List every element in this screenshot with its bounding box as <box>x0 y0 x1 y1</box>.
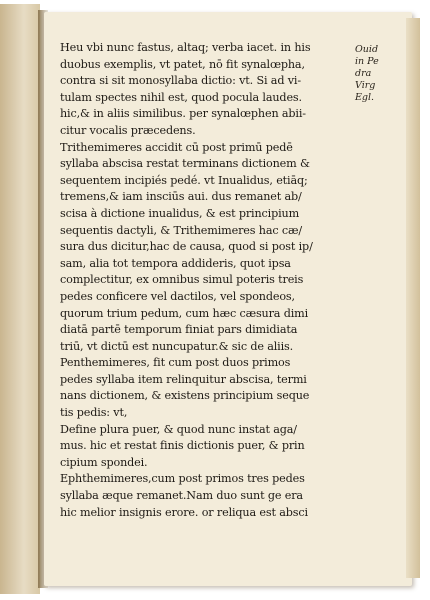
text-line: Ephthemimeres,cum post primos tres pedes <box>60 472 305 486</box>
text-line: citur vocalis præcedens. <box>60 123 196 137</box>
text-line: tremens,& iam insciūs aui. dus remanet ab/ <box>60 190 302 204</box>
text-line: hic,& in aliis similibus. per synalœphen abii- <box>60 107 306 121</box>
margin-note-line: in Pe <box>355 56 379 67</box>
margin-note-line: Egl. <box>355 92 375 103</box>
text-line: diatā partē temporum finiat pars dimidiata <box>60 323 298 337</box>
text-line: Heu vbi nunc fastus, altaq; verba iacet. in his <box>60 41 311 54</box>
margin-note <box>355 44 403 104</box>
text-line: quorum trium pedum, cum hæc cæsura dimi <box>60 306 309 320</box>
text-line: mus. hic et restat finis dictionis puer, & prin <box>60 439 305 453</box>
text-line: triū, vt dictū est nuncupatur.& sic de aliis. <box>60 339 294 353</box>
main-text-block <box>60 40 350 521</box>
text-line: tulam spectes nihil est, quod pocula laudes. <box>60 90 302 104</box>
text-line: nans dictionem, & existens principium seque <box>60 389 310 403</box>
text-line: pedes syllaba item relinquitur abscisa, termi <box>60 372 307 386</box>
text-line: cipium spondei. <box>60 455 148 469</box>
text-line: complectitur, ex omnibus simul poteris treis <box>60 273 304 287</box>
page-stack-edge <box>406 18 420 578</box>
previous-page-edge <box>0 4 40 594</box>
margin-note-line: Virg <box>355 80 376 91</box>
text-line: sam, alia tot tempora addideris, quot ipsa <box>60 256 291 270</box>
text-line: contra si sit monosyllaba dictio: vt. Si ad vi- <box>60 74 301 88</box>
margin-note-line: Ouid <box>355 44 379 55</box>
text-line: duobus exemplis, vt patet, nō fit synalœpha, <box>60 57 305 71</box>
text-line: tis pedis: vt, <box>60 406 128 420</box>
text-line: sequentem incipiés pedé. vt Inualidus, etiāq; <box>60 173 308 187</box>
text-line: sequentis dactyli, & Trithemimeres hac cæ/ <box>60 223 302 237</box>
text-line: Trithemimeres accidit cū post primū pedē <box>60 140 293 154</box>
text-line: pedes conficere vel dactilos, vel spondeos, <box>60 289 295 303</box>
text-line: Define plura puer, & quod nunc instat aga/ <box>60 422 297 436</box>
text-line: syllaba abscisa restat terminans dictionem & <box>60 157 310 171</box>
text-line: sura dus dicitur,hac de causa, quod si post ip/ <box>60 240 313 254</box>
text-line: syllaba æque remanet.Nam duo sunt ge era <box>60 489 303 503</box>
text-line: scisa à dictione inualidus, & est principium <box>60 206 300 220</box>
text-line: hic melior insignis erore. or reliqua est absci <box>60 505 308 519</box>
margin-note-line: dra <box>355 68 372 79</box>
text-line: Penthemimeres, fit cum post duos primos <box>60 356 291 370</box>
